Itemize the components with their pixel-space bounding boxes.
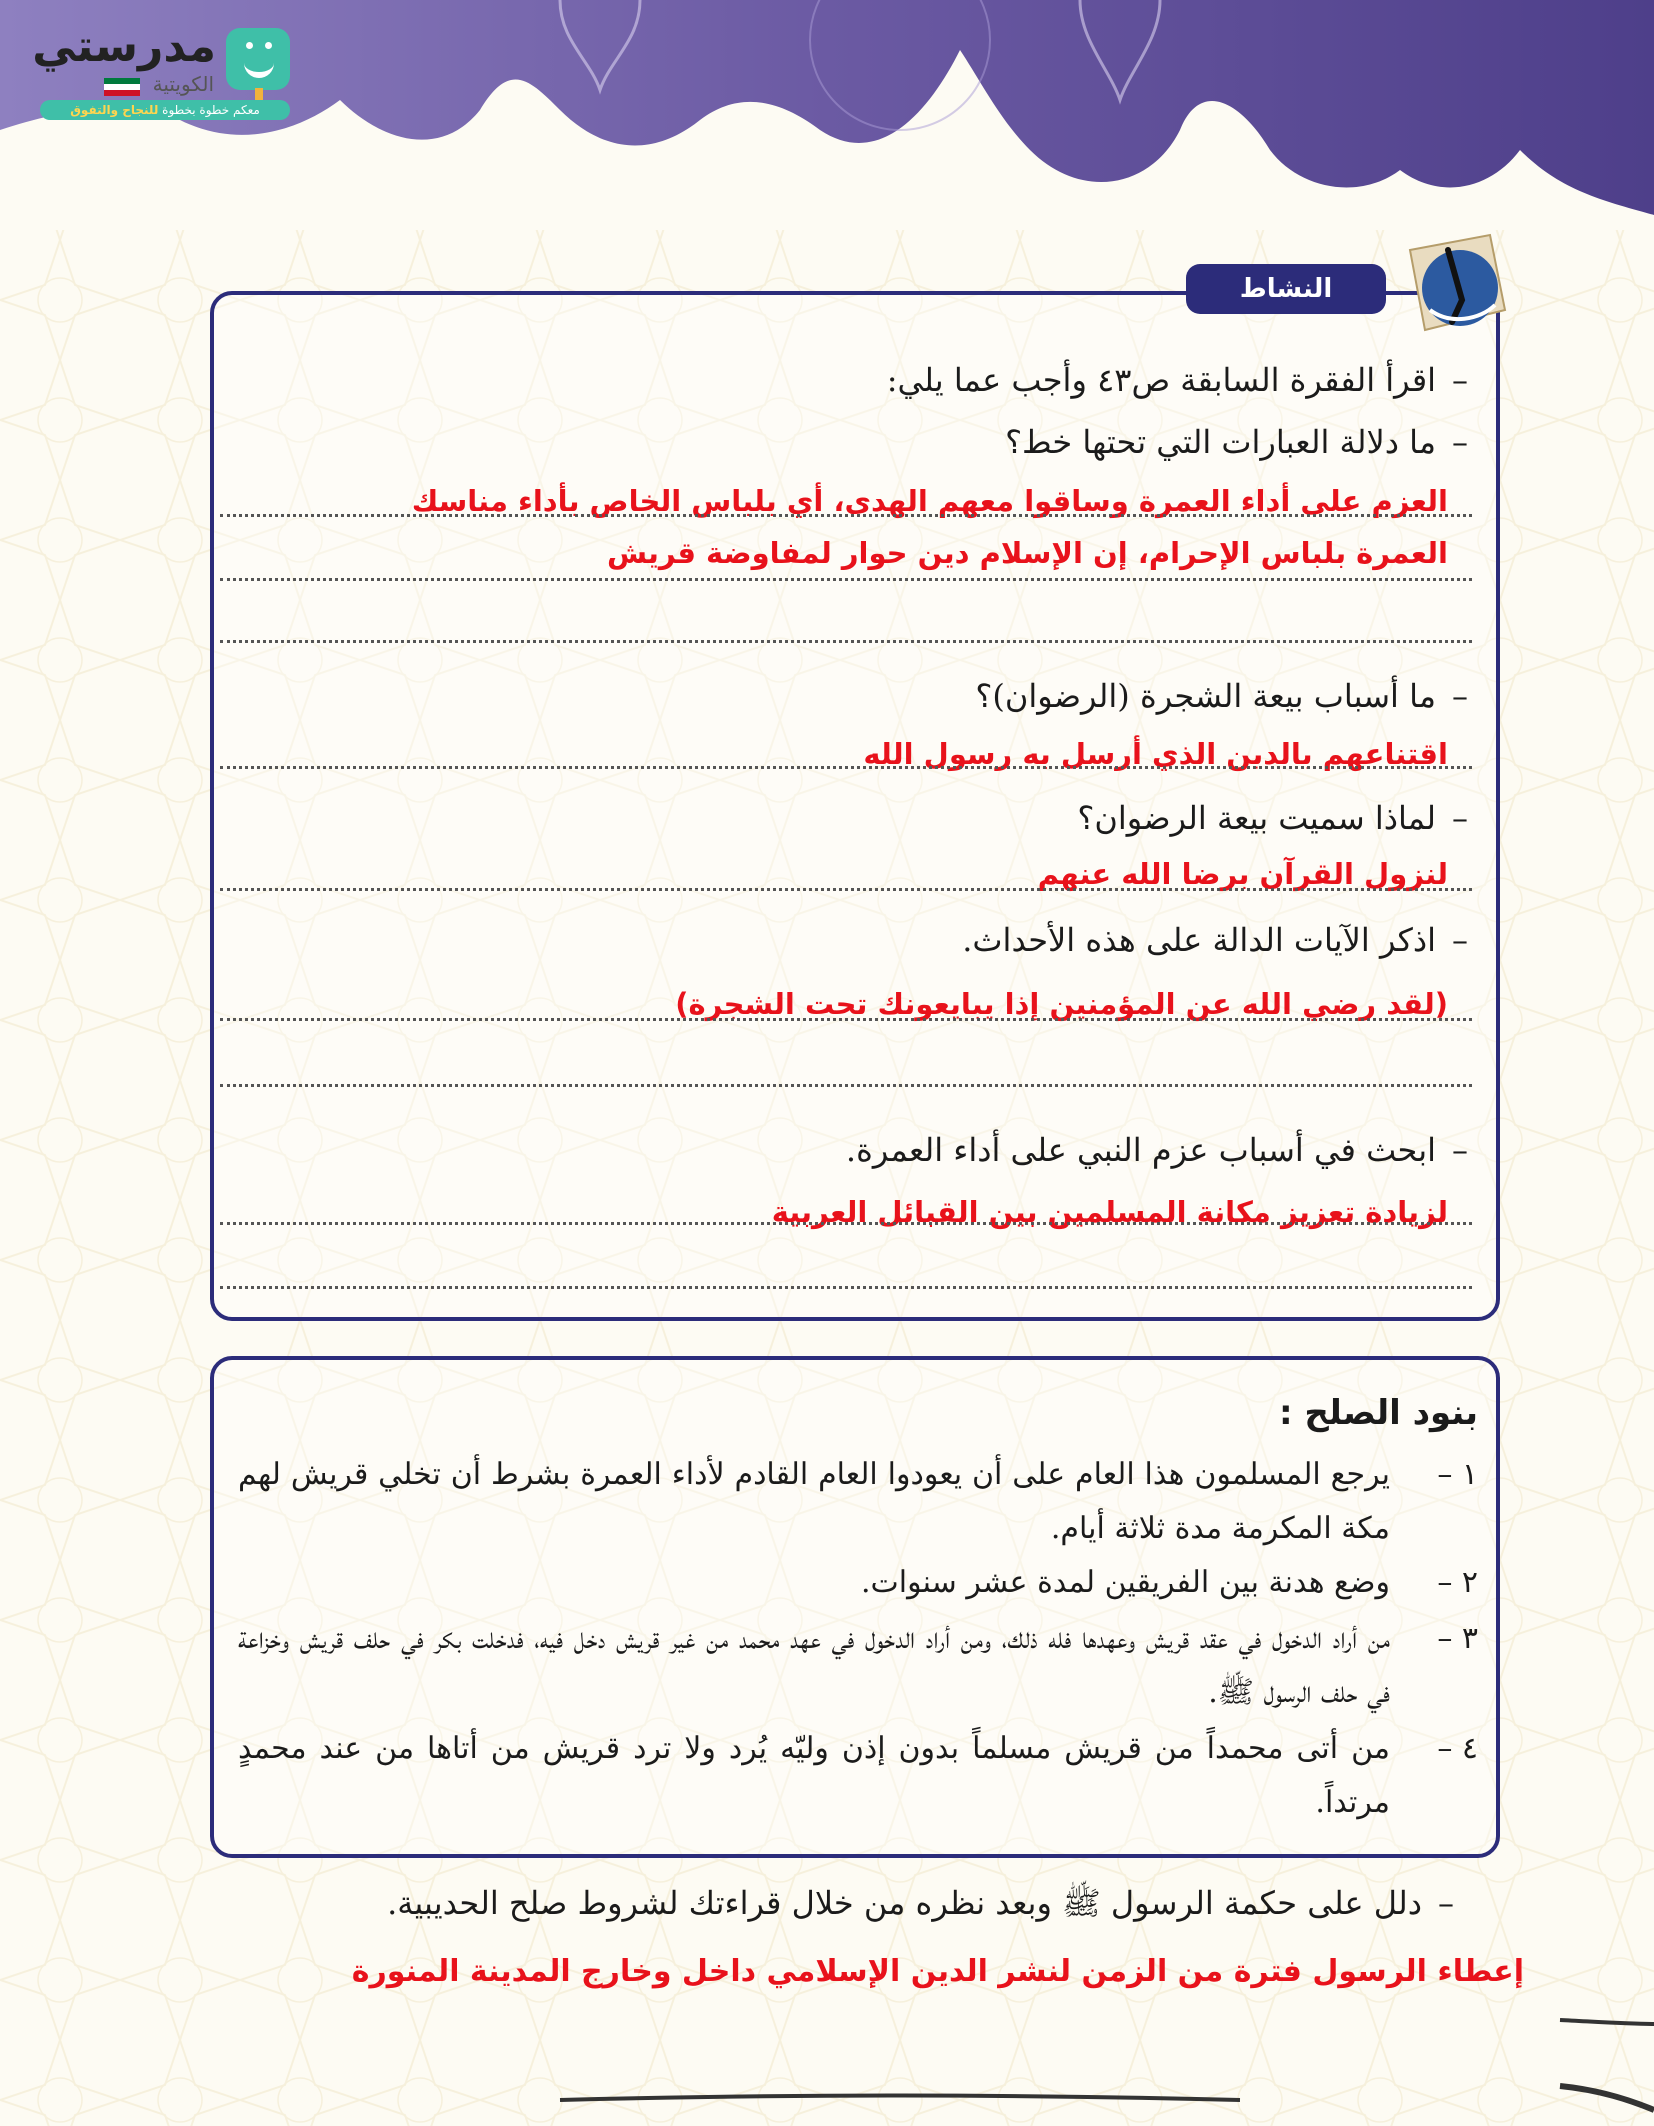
treaty-item-4-text: من أتى محمداً من قريش مسلماً بدون إذن وليّه يُرد ولا ترد قريش من أتاها من عند محمدٍ مرتداً.	[238, 1731, 1390, 1820]
answer-line	[220, 766, 1472, 769]
answer-line	[220, 1018, 1472, 1021]
question-3-text: لماذا سميت بيعة الرضوان؟	[1077, 799, 1436, 837]
answer-line	[220, 1084, 1472, 1087]
logo-subtitle: الكويتية	[152, 72, 214, 96]
question-1: –ما دلالة العبارات التي تحتها خط؟	[1005, 423, 1468, 461]
quill-scroll-icon	[1390, 230, 1510, 340]
treaty-item-3-text: من أراد الدخول في عقد قريش وعهدها فله ذلك، ومن أراد الدخول في عهد محمد من غير قريش دخل فيه، فدخلت بكر في حلف قريش وخزاعة في حلف الرسول ﷺ.	[238, 1621, 1390, 1710]
treaty-item-2-number: ٢	[1461, 1565, 1478, 1600]
activity-intro-text: اقرأ الفقرة السابقة ص٤٣ وأجب عما يلي:	[886, 361, 1436, 399]
logo-tagline-prefix: معكم خطوة بخطوة	[162, 103, 260, 117]
answer-line	[220, 578, 1472, 581]
treaty-item-2-text: وضع هدنة بين الفريقين لمدة عشر سنوات.	[861, 1565, 1390, 1600]
answer-2: اقتناعهم بالدين الذي أرسل به رسول الله	[863, 737, 1448, 771]
final-question: –دلل على حكمة الرسول ﷺ وبعد نظره من خلال قراءتك لشروط صلح الحديبية.	[387, 1884, 1454, 1922]
logo-smile-icon	[226, 28, 290, 90]
question-5: –ابحث في أسباب عزم النبي على أداء العمرة.	[845, 1131, 1468, 1169]
question-5-text: ابحث في أسباب عزم النبي على أداء العمرة.	[845, 1131, 1436, 1169]
answer-4: (لقد رضي الله عن المؤمنين إذا يبايعونك تحت الشجرة)	[675, 987, 1448, 1021]
question-4-text: اذكر الآيات الدالة على هذه الأحداث.	[962, 921, 1436, 959]
treaty-item-1-number: ١	[1461, 1457, 1478, 1492]
question-3: –لماذا سميت بيعة الرضوان؟	[1077, 799, 1468, 837]
answer-1-line-2: العمرة بلباس الإحرام، إن الإسلام دين حوار لمفاوضة قريش	[607, 536, 1448, 570]
activity-tab-label: النشاط	[1186, 264, 1386, 314]
logo-name: مدرستي	[32, 21, 216, 72]
answer-3: لنزول القرآن برضا الله عنهم	[1037, 857, 1448, 891]
logo-tagline	[40, 100, 290, 120]
question-1-text: ما دلالة العبارات التي تحتها خط؟	[1005, 423, 1436, 461]
answer-1-line-1: العزم على أداء العمرة وساقوا معهم الهدى، أي بلباس الخاص بأداء مناسك	[411, 484, 1448, 518]
answer-line	[220, 1222, 1472, 1225]
answer-line	[220, 888, 1472, 891]
treaty-item-2: ٢ – وضع هدنة بين الفريقين لمدة عشر سنوات.	[238, 1556, 1478, 1610]
activity-intro: –اقرأ الفقرة السابقة ص٤٣ وأجب عما يلي:	[886, 361, 1468, 399]
final-question-text: دلل على حكمة الرسول ﷺ وبعد نظره من خلال قراءتك لشروط صلح الحديبية.	[387, 1884, 1422, 1922]
question-2: –ما أسباب بيعة الشجرة (الرضوان)؟	[975, 677, 1468, 715]
answer-line	[220, 640, 1472, 643]
logo-tagline-highlight: للنجاح والتفوق	[70, 103, 159, 117]
footer-decoration	[0, 2000, 1654, 2126]
treaty-item-1: ١ – يرجع المسلمون هذا العام على أن يعودوا العام القادم لأداء العمرة بشرط أن تخلي قريش لهم مكة المكرمة مدة ثلاثة أيام.	[238, 1448, 1478, 1556]
treaty-item-1-text: يرجع المسلمون هذا العام على أن يعودوا العام القادم لأداء العمرة بشرط أن تخلي قريش لهم مكة المكرمة مدة ثلاثة أيام.	[238, 1457, 1390, 1546]
treaty-item-4-number: ٤	[1461, 1731, 1478, 1766]
final-answer: إعطاء الرسول فترة من الزمن لنشر الدين الإسلامي داخل وخارج المدينة المنورة	[351, 1954, 1524, 1989]
treaty-title: بنود الصلح :	[1279, 1393, 1478, 1433]
question-4: –اذكر الآيات الدالة على هذه الأحداث.	[962, 921, 1468, 959]
answer-line	[220, 514, 1472, 517]
treaty-item-4: ٤ – من أتى محمداً من قريش مسلماً بدون إذن وليّه يُرد ولا ترد قريش من أتاها من عند محمدٍ مرتداً.	[238, 1722, 1478, 1830]
treaty-item-3: ٣ – من أراد الدخول في عقد قريش وعهدها فله ذلك، ومن أراد الدخول في عهد محمد من غير قريش دخل فيه، فدخلت بكر في حلف قريش وخزاعة في حلف الرسول ﷺ.	[238, 1612, 1478, 1720]
treaty-item-3-number: ٣	[1461, 1621, 1478, 1656]
answer-5: لزيادة تعزيز مكانة المسلمين بين القبائل العربية	[771, 1195, 1448, 1229]
question-2-text: ما أسباب بيعة الشجرة (الرضوان)؟	[975, 677, 1436, 715]
answer-line	[220, 1286, 1472, 1289]
kuwait-flag-icon	[104, 78, 140, 96]
madrasati-logo	[32, 21, 290, 122]
